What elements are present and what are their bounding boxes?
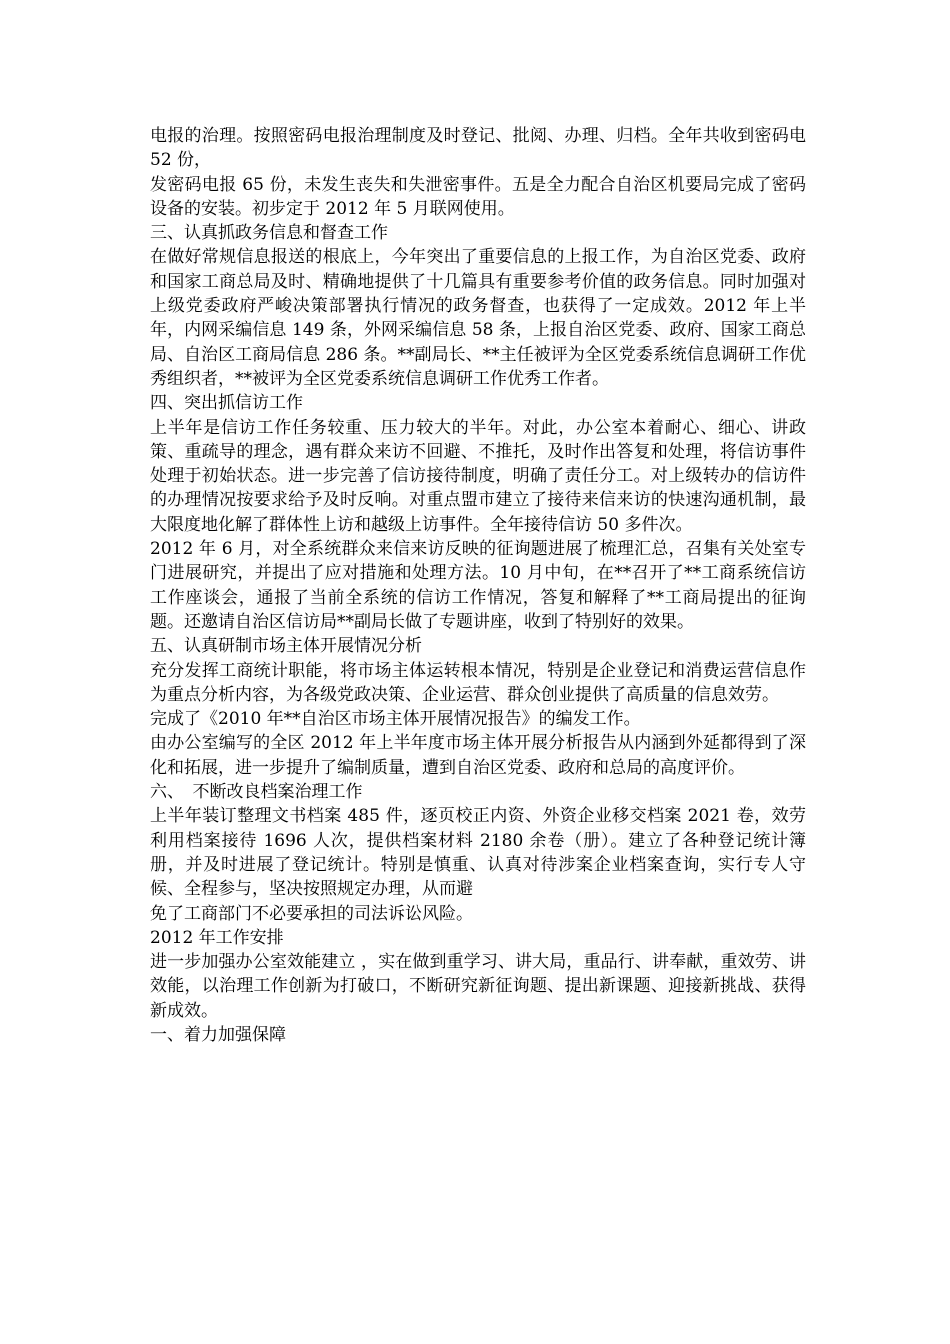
section-heading: 一、着力加强保障 xyxy=(150,1024,286,1045)
body-paragraph: 完成了《2010 年**自治区市场主体开展情况报告》的编发工作。 xyxy=(150,709,641,730)
section-heading: 2012 年工作安排 xyxy=(150,927,284,948)
document-body xyxy=(150,124,806,1047)
section-heading: 六、 不断改良档案治理工作 xyxy=(150,782,363,803)
body-paragraph: 2012 年 6 月，对全系统群众来信来访反映的征询题进展了梳理汇总，召集有关处室专门进展研究，并提出了应对措施和处理方法。10 月中旬，在**召开了**工商系统信访工作座谈会，通报了当前全系统的信访工作情况，答复和解释了**工商局提出的征询题。还邀请自治区信访局**副局长做了专题讲座，收到了特别好的效果。 xyxy=(150,539,806,632)
section-heading: 三、认真抓政务信息和督查工作 xyxy=(150,223,388,244)
body-paragraph: 由办公室编写的全区 2012 年上半年度市场主体开展分析报告从内涵到外延都得到了深化和拓展，进一步提升了编制质量，遭到自治区党委、政府和总局的高度评价。 xyxy=(150,733,806,778)
body-paragraph: 免了工商部门不必要承担的司法诉讼风险。 xyxy=(150,903,473,924)
body-paragraph: 发密码电报 65 份，未发生丧失和失泄密事件。五是全力配合自治区机要局完成了密码设备的安装。初步定于 2012 年 5 月联网使用。 xyxy=(150,174,806,219)
body-paragraph: 电报的治理。按照密码电报治理制度及时登记、批阅、办理、归档。全年共收到密码电 52 份， xyxy=(150,126,806,171)
body-paragraph: 充分发挥工商统计职能，将市场主体运转根本情况，特别是企业登记和消费运营信息作为重点分析内容，为各级党政决策、企业运营、群众创业提供了高质量的信息效劳。 xyxy=(150,660,806,705)
body-paragraph: 进一步加强办公室效能建立 ，实在做到重学习、讲大局，重品行、讲奉献，重效劳、讲效能，以治理工作创新为打破口，不断研究新征询题、提出新课题、迎接新挑战、获得新成效。 xyxy=(150,952,806,1021)
body-paragraph: 在做好常规信息报送的根底上，今年突出了重要信息的上报工作，为自治区党委、政府和国家工商总局及时、精确地提供了十几篇具有重要参考价值的政务信息。同时加强对上级党委政府严峻决策部署执行情况的政务督查，也获得了一定成效。2012 年上半年，内网采编信息 149 条，外网采编信息 58 条，上报自治区党委、政府、国家工商总局、自治区工商局信息 286 条。**副局长、**主任被评为全区党委系统信息调研工作优秀组织者，**被评为全区党委系统信息调研工作优秀工作者。 xyxy=(150,247,806,389)
section-heading: 五、认真研制市场主体开展情况分析 xyxy=(150,636,422,657)
body-paragraph: 上半年装订整理文书档案 485 件，逐页校正内资、外资企业移交档案 2021 卷，效劳利用档案接待 1696 人次，提供档案材料 2180 余卷（册）。建立了各种登记统计簿册，并及时进展了登记统计。特别是慎重、认真对待涉案企业档案查询，实行专人守候、全程参与，坚决按照规定办理，从而避 xyxy=(150,806,806,900)
section-heading: 四、突出抓信访工作 xyxy=(150,393,303,414)
body-paragraph: 上半年是信访工作任务较重、压力较大的半年。对此，办公室本着耐心、细心、讲政策、重疏导的理念，遇有群众来访不回避、不推托，及时作出答复和处理，将信访事件处理于初始状态。进一步完善了信访接待制度，明确了责任分工。对上级转办的信访件的办理情况按要求给予及时反响。对重点盟市建立了接待来信来访的快速沟通机制，最大限度地化解了群体性上访和越级上访事件。全年接待信访 50 多件次。 xyxy=(150,417,806,535)
